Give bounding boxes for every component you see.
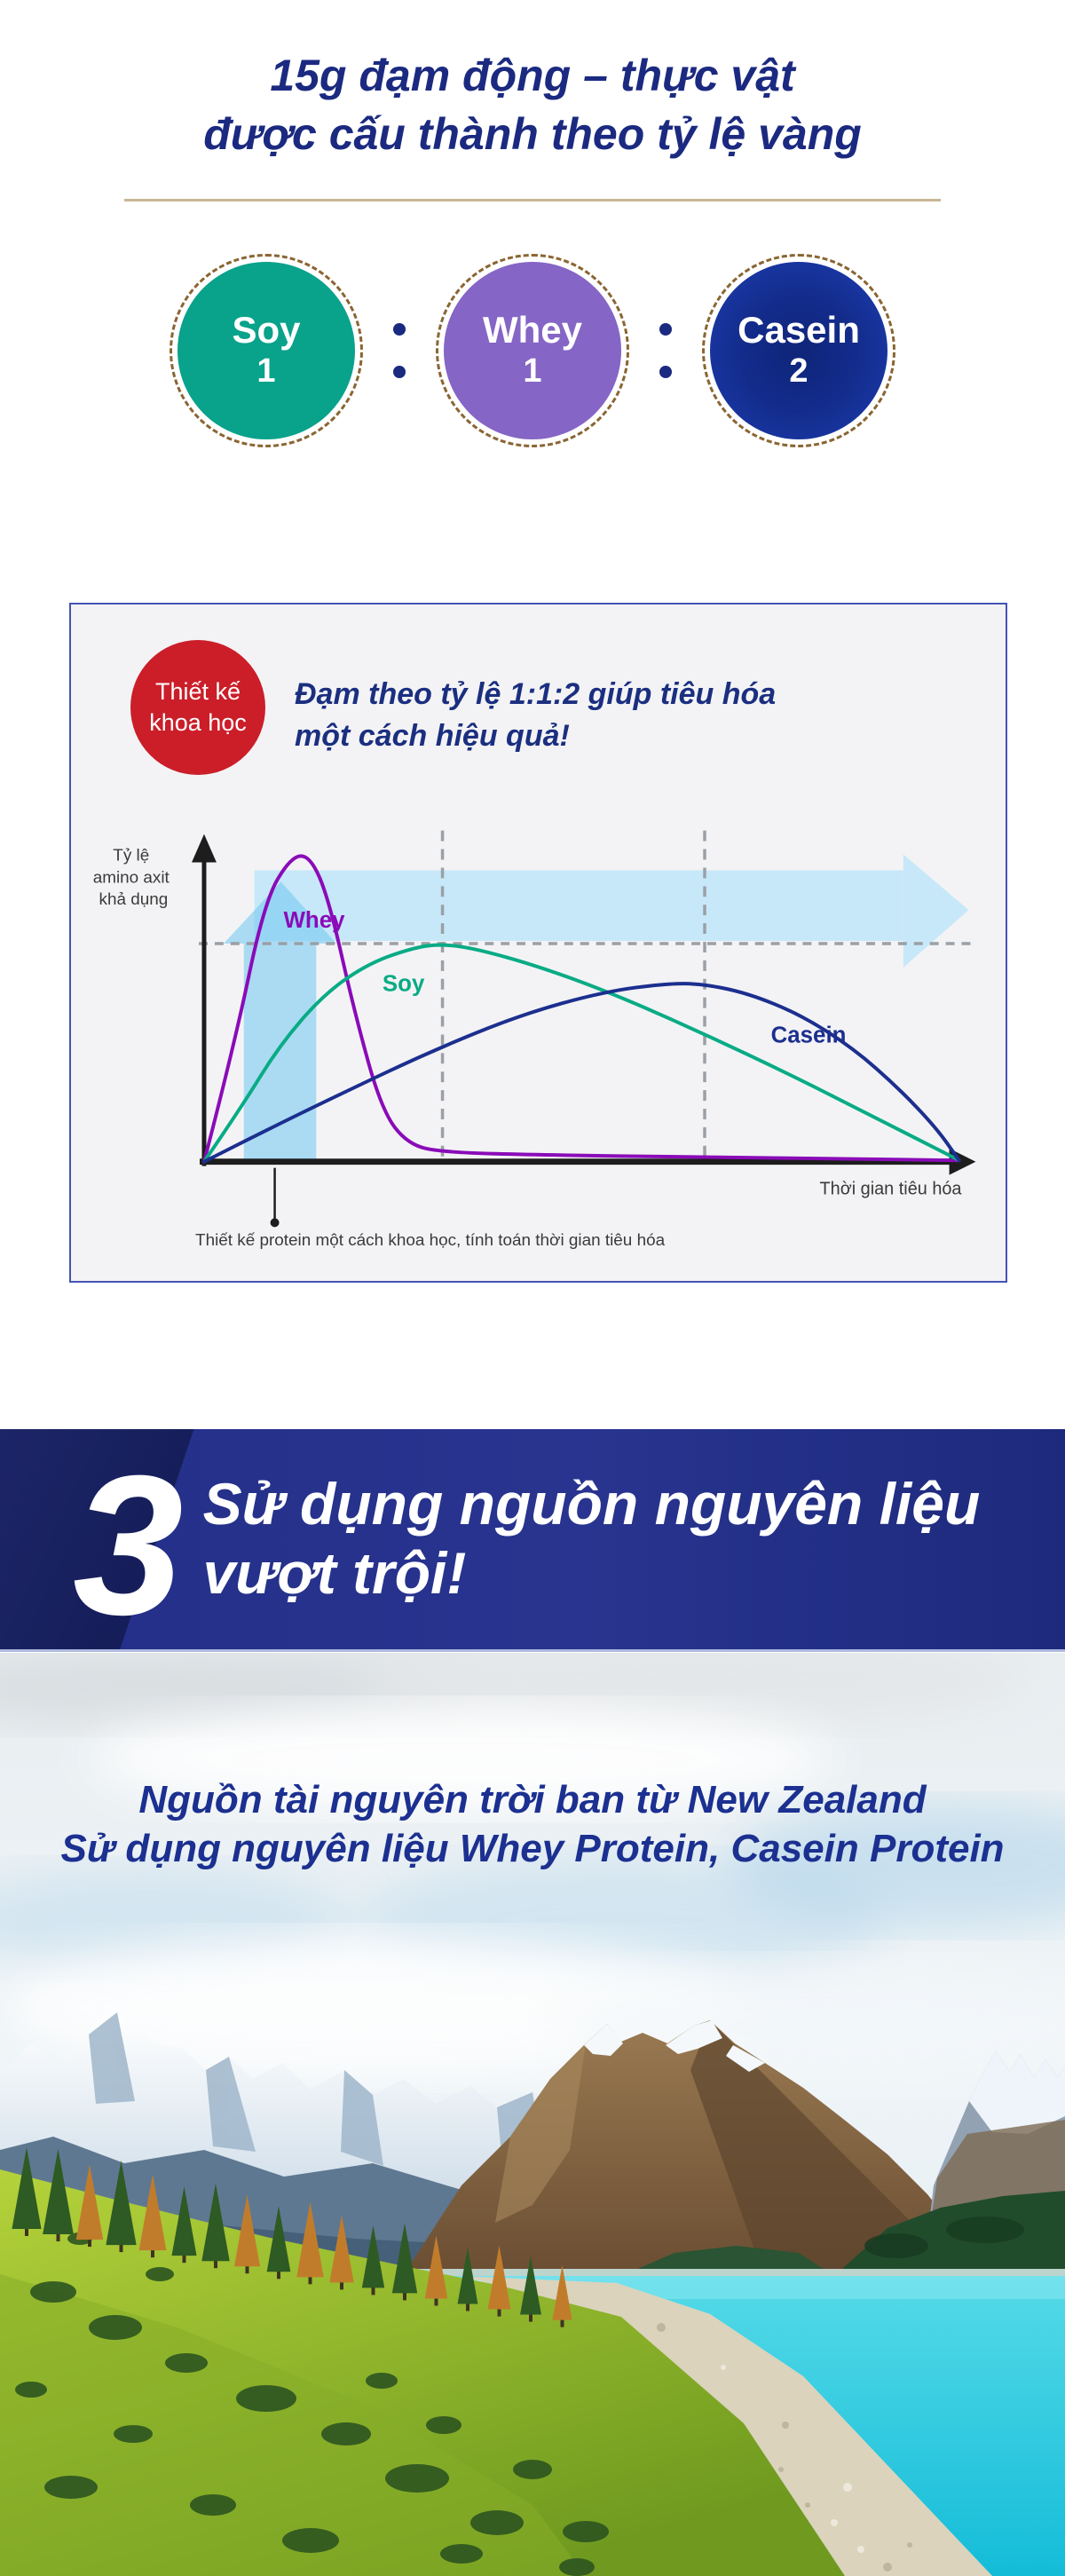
card-heading-line1: Đạm theo tỷ lệ 1:1:2 giúp tiêu hóa [295,677,777,711]
dashed-ring [170,254,363,447]
section-heading-line1: Sử dụng nguồn nguyên liệu [202,1471,981,1537]
title-divider [124,199,941,201]
x-axis-label: Thời gian tiêu hóa [819,1179,962,1199]
whey-label: Whey [482,309,582,352]
section-3-banner [0,1429,1065,1652]
card-heading [295,674,776,757]
soy-value: 1 [256,352,276,391]
soy-label: Soy [232,309,301,352]
chart-annotation: Thiết kế protein một cách khoa học, tính toán thời gian tiêu hóa [195,1231,666,1251]
whey-value: 1 [523,352,542,391]
hero-caption-line1: Nguồn tài nguyên trời ban từ New Zealand [138,1778,927,1821]
science-design-card [69,603,1007,1283]
card-heading-line2: một cách hiệu quả! [295,718,570,753]
page-title [0,46,1065,163]
y-axis-label: Tỷ lệ amino axit khả dụng [92,846,170,910]
ratio-colon [621,323,710,378]
science-badge [130,640,265,775]
casein-circle [710,262,888,439]
soy-circle [178,262,355,439]
dashed-ring [436,254,629,447]
badge-line2: khoa học [149,709,247,736]
casein-label: Casein [738,309,860,352]
section-heading-line2: vượt trội! [202,1540,467,1606]
hero-caption-line2: Sử dụng nguyên liệu Whey Protein, Casein Protein [60,1827,1005,1870]
hero-section [0,1653,1065,2576]
section-heading [203,1470,981,1608]
y-axis [192,834,217,1166]
section-number: 3 [73,1434,178,1652]
page-title-line1: 15g đạm động – thực vật [270,51,795,100]
y-axis-arrow-icon [192,834,217,863]
timeline-arrow-shape [255,855,969,968]
ratio-colon [355,323,444,378]
soy-curve-label: Soy [382,971,425,997]
whey-curve-label: Whey [283,908,345,934]
hero-caption [0,1775,1065,1873]
whey-circle [444,262,621,439]
casein-curve-label: Casein [770,1023,847,1048]
annotation-callout [271,1168,280,1228]
protein-ratio-row [0,262,1065,439]
page-title-line2: được cấu thành theo tỷ lệ vàng [203,109,862,159]
dashed-ring [702,254,895,447]
casein-value: 2 [789,352,809,391]
badge-line1: Thiết kế [154,677,241,705]
